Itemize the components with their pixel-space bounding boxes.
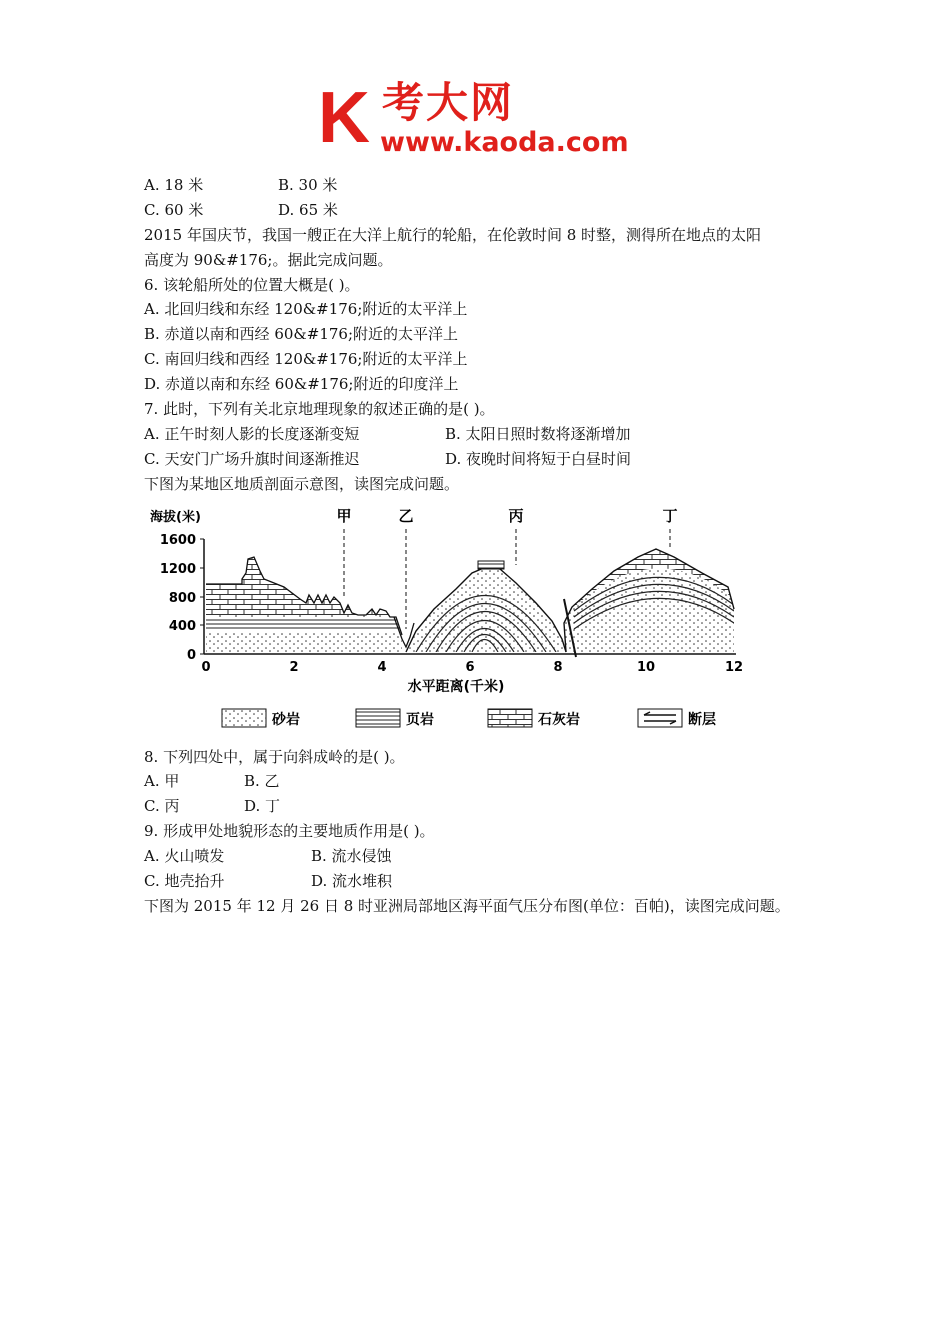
q5-option-d: D. 65 米 <box>278 200 338 219</box>
q6-option-d: D. 赤道以南和东经 60&#176;附近的印度洋上 <box>144 375 459 394</box>
q9-option-b: B. 流水侵蚀 <box>311 847 392 866</box>
left-strata <box>204 539 404 654</box>
q7-option-c: C. 天安门广场升旗时间逐渐推迟 <box>144 449 360 468</box>
y-tick-400: 400 <box>168 618 196 634</box>
y-tick-1200: 1200 <box>159 561 196 577</box>
q9-option-c: C. 地壳抬升 <box>144 872 225 891</box>
q8-options-row-1 <box>144 769 844 794</box>
q7-options-row-2 <box>144 447 844 472</box>
q8-option-b: B. 乙 <box>244 772 280 791</box>
y-axis-title: 海拔(米) <box>150 509 201 525</box>
x-tick-2: 2 <box>289 659 299 675</box>
middle-strata <box>404 559 569 654</box>
right-strata <box>562 544 737 654</box>
q9-options-row-2 <box>144 869 844 894</box>
kaoda-logo <box>318 78 648 162</box>
q7-option-b: B. 太阳日照时数将逐渐增加 <box>445 424 631 443</box>
x-tick-6: 6 <box>465 659 475 675</box>
site-label-bing: 丙 <box>508 506 524 525</box>
q7-options-row-1 <box>144 422 844 447</box>
q5-option-c: C. 60 米 <box>144 200 204 219</box>
q8-options-row-2 <box>144 794 844 819</box>
intro-paragraph-1: 2015 年国庆节，我国一艘正在大洋上航行的轮船，在伦敦时间 8 时整，测得所在地点的太阳 <box>144 225 762 244</box>
intro-paragraph-1-cont: 高度为 90&#176;。据此完成问题。 <box>144 250 393 269</box>
q8-option-c: C. 丙 <box>144 797 180 816</box>
legend-sandstone-swatch <box>222 709 266 727</box>
q8-option-d: D. 丁 <box>244 797 281 816</box>
q8-option-a: A. 甲 <box>144 772 180 791</box>
site-label-ding: 丁 <box>662 506 678 525</box>
x-axis-title: 水平距离(千米) <box>407 678 505 695</box>
q7-stem: 7. 此时，下列有关北京地理现象的叙述正确的是( )。 <box>144 400 495 419</box>
q8-stem: 8. 下列四处中，属于向斜成岭的是( )。 <box>144 747 405 766</box>
geologic-section-figure <box>144 499 744 739</box>
q6-option-b: B. 赤道以南和西经 60&#176;附近的太平洋上 <box>144 325 459 344</box>
q9-option-d: D. 流水堆积 <box>311 872 393 891</box>
logo-k-mark: K <box>318 78 370 158</box>
legend-sandstone: 砂岩 <box>272 711 300 728</box>
legend-fault: 断层 <box>688 711 716 728</box>
q5-options-row-1 <box>144 173 844 198</box>
q6-option-a: A. 北回归线和东经 120&#176;附近的太平洋上 <box>144 300 468 319</box>
intro-paragraph-3: 下图为 2015 年 12 月 26 日 8 时亚洲局部地区海平面气压分布图(单位：百帕)，读图完成问题。 <box>144 896 790 915</box>
logo-site-name: 考大网 <box>382 78 515 127</box>
x-tick-12: 12 <box>724 659 744 675</box>
x-tick-0: 0 <box>201 659 211 675</box>
geologic-section-svg <box>144 499 744 739</box>
q6-stem: 6. 该轮船所处的位置大概是( )。 <box>144 275 360 294</box>
x-tick-10: 10 <box>636 659 656 675</box>
q5-options-row-2 <box>144 198 844 223</box>
legend-shale-swatch <box>356 709 400 727</box>
exam-content <box>144 173 844 919</box>
q5-option-b: B. 30 米 <box>278 176 338 194</box>
q6-option-c: C. 南回归线和西经 120&#176;附近的太平洋上 <box>144 350 468 369</box>
y-tick-800: 800 <box>168 590 196 606</box>
fault-legend-icon <box>638 709 682 727</box>
q9-stem: 9. 形成甲处地貌形态的主要地质作用是( )。 <box>144 822 435 841</box>
y-tick-1600: 1600 <box>159 532 196 548</box>
x-tick-4: 4 <box>377 659 387 675</box>
site-label-jia: 甲 <box>336 506 352 525</box>
q7-option-d: D. 夜晚时间将短于白昼时间 <box>445 449 632 468</box>
y-tick-0: 0 <box>186 647 196 663</box>
q5-option-a: A. 18 米 <box>144 176 204 194</box>
x-tick-8: 8 <box>553 659 563 675</box>
legend-shale: 页岩 <box>406 711 434 728</box>
q7-option-a: A. 正午时刻人影的长度逐渐变短 <box>144 424 360 443</box>
q9-options-row-1 <box>144 844 844 869</box>
legend-limestone-swatch <box>488 709 532 727</box>
legend-limestone: 石灰岩 <box>538 711 580 728</box>
intro-paragraph-2: 下图为某地区地质剖面示意图，读图完成问题。 <box>144 474 460 493</box>
site-label-yi: 乙 <box>398 506 414 525</box>
logo-url: www.kaoda.com <box>380 127 629 158</box>
q9-option-a: A. 火山喷发 <box>144 847 225 866</box>
